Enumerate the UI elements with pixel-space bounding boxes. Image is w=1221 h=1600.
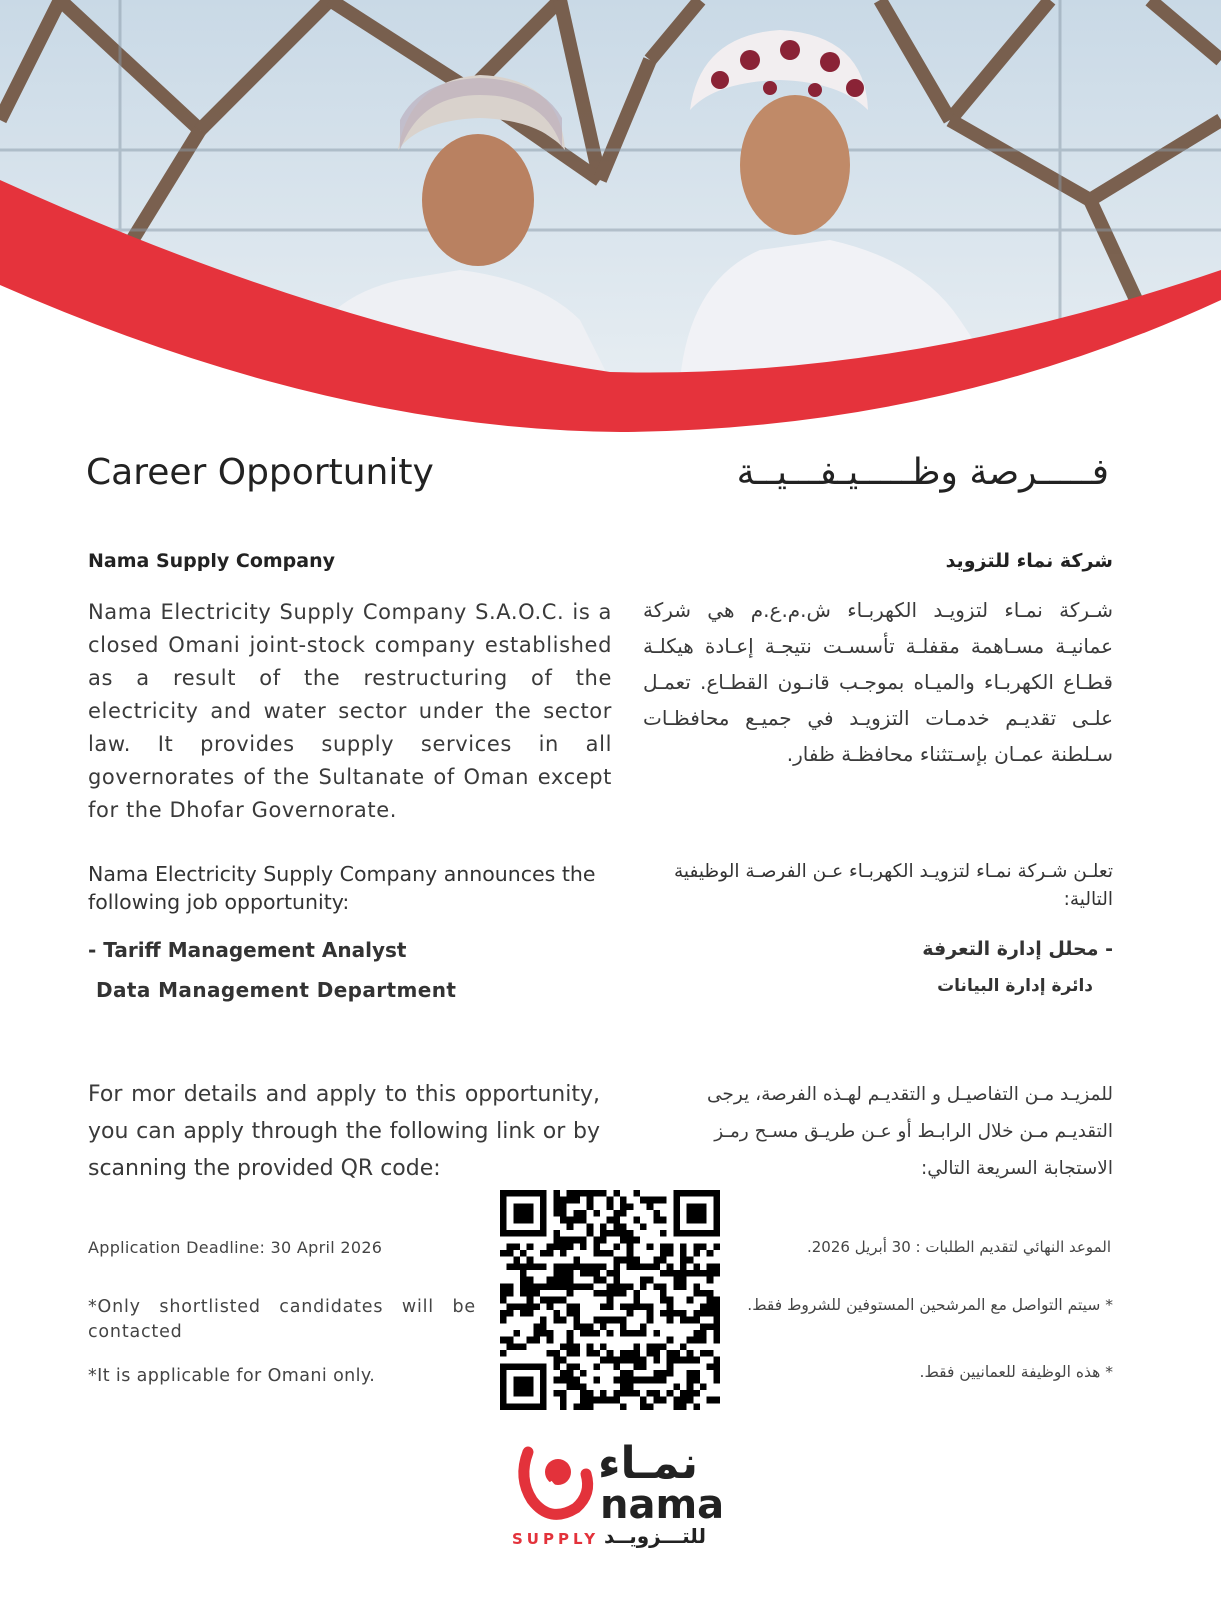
omani-note-ar: * هذه الوظيفة للعمانيين فقط.: [919, 1363, 1113, 1381]
job-title-en: - Tariff Management Analyst: [88, 938, 407, 962]
job-department-en: Data Management Department: [96, 978, 457, 1002]
shortlist-note-en: *Only shortlisted candidates will be contacted: [88, 1297, 476, 1342]
logo-supply-en: SUPPLY: [512, 1530, 600, 1548]
apply-instructions-en: For mor details and apply to this opportunity, you can apply through the following link or by scanning the provided QR code:: [88, 1082, 600, 1181]
announcement-ar: تعلـن شـركة نمـاء لتزويـد الكهربـاء عـن الفرصـة الوظيفية التالية:: [673, 861, 1113, 910]
page-title-ar: فـــــرصة وظـــــيـفـــيــة: [736, 452, 1109, 493]
logo-supply-ar: للتـــزويــد: [604, 1524, 706, 1548]
job-title-ar: - محلل إدارة التعرفة: [922, 938, 1113, 960]
logo-name-en: nama: [600, 1482, 725, 1528]
shortlist-note-ar: * سيتم التواصل مع المرشحين المستوفين للشروط فقط.: [747, 1296, 1113, 1314]
company-description-en: Nama Electricity Supply Company S.A.O.C. is a closed Omani joint-stock company established as a result of the restructuring of the electricity and water sector under the sector law. It provides supply services in all governorates of the Sultanate of Oman except for the Dhofar Governorate.: [88, 600, 612, 822]
page-title-en: Career Opportunity: [86, 452, 434, 493]
qr-code-icon[interactable]: [500, 1190, 720, 1410]
omani-note-en: *It is applicable for Omani only.: [88, 1366, 376, 1386]
deadline-ar: الموعد النهائي لتقديم الطلبات : 30 أبريل 2026.: [806, 1238, 1111, 1256]
company-name-en: Nama Supply Company: [88, 550, 336, 572]
logo-name-ar: نمـاء: [598, 1438, 699, 1489]
company-name-ar: شركة نماء للتزويد: [945, 550, 1113, 572]
company-description-ar: شـركة نمـاء لتزويـد الكهربـاء ش.م.ع.م هي شركة عمانيـة مسـاهمة مقفلـة تأسسـت نتيجـة إعـادة هيكلـة قطـاع الكهربـاء والميـاه بموجـب قانـون القطـاع. تعمـل علـى تقديـم خدمـات التزويـد في جميـع محافظـات سـلطنة عمـان بإسـتثناء محافظـة ظفار.: [643, 598, 1113, 766]
hero-image: [0, 0, 1221, 440]
nama-logo-icon: [510, 1438, 600, 1528]
announcement-en: Nama Electricity Supply Company announces the following job opportunity:: [88, 862, 596, 914]
apply-instructions-ar: للمزيـد مـن التفاصيـل و التقديـم لهـذه الفرصة، يرجى التقديـم مـن خلال الرابـط أو عـن طريـق مسـح رمـز الاستجابة السريعة التالي:: [707, 1084, 1113, 1179]
deadline-en: Application Deadline: 30 April 2026: [88, 1238, 383, 1257]
job-department-ar: دائرة إدارة البيانات: [937, 976, 1093, 996]
